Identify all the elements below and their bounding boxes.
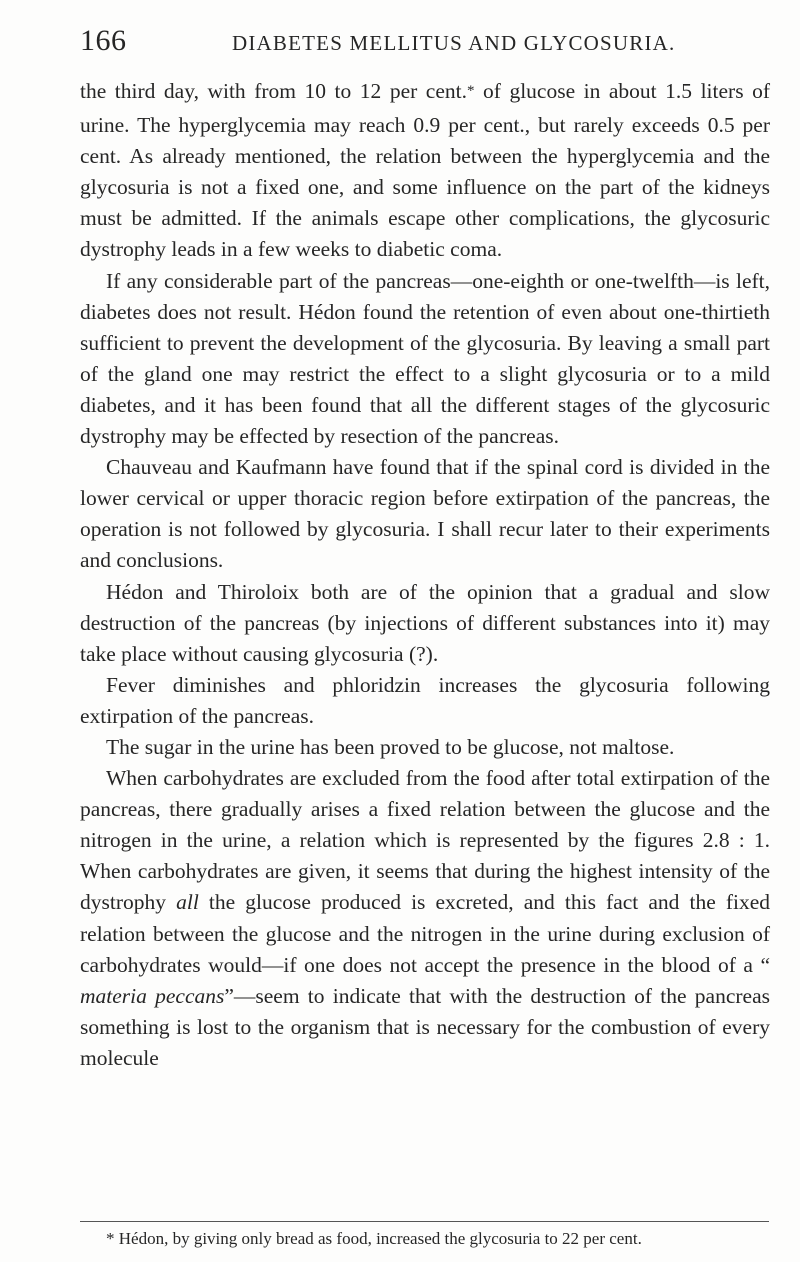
- paragraph-text: When carbohydrates are excluded from the food after total extirpation of the pancreas, there gradually arises a fixed relation between the glucose and the nitrogen in the urine, a relation which is represented by the figures 2.8 : 1. When carbohydrates are given, it seems that during the highest intensity of the dystrophy: [80, 766, 770, 915]
- footnote-divider: [80, 1221, 769, 1222]
- paragraph-text: the third day, with from 10 to 12 per cent.: [80, 79, 467, 103]
- footnote-marker: *: [106, 1229, 115, 1248]
- paragraph: Hédon and Thiroloix both are of the opinion that a gradual and slow destruction of the pancreas (by injections of different substances into it) may take place without causing glycosuria (?).: [80, 579, 770, 666]
- running-title: DIABETES MELLITUS AND GLYCOSURIA.: [232, 31, 676, 55]
- footnote: [80, 1228, 770, 1250]
- paragraph-continued: [80, 76, 770, 266]
- paragraph: If any considerable part of the pancreas—one-eighth or one-twelfth—is left, diabetes does not result. Hédon found the retention of even about one-thirtieth sufficient to prevent the development of the glycosuria. By leaving a small part of the gland one may restrict the effect to a slight glycosuria or to a mild diabetes, and it has been found that all the different stages of the glycosuric dystrophy may be effected by resection of the pancreas.: [80, 268, 770, 449]
- footnote-marker: *: [466, 83, 475, 99]
- running-head: [80, 24, 770, 58]
- paragraph: The sugar in the urine has been proved to be glucose, not maltose.: [106, 734, 675, 759]
- paragraph-text: ”—seem to indicate that with the destruction of the pancreas something is lost to the organism that is necessary for the combustion of every molecule: [80, 983, 770, 1070]
- footnote-text: Hédon, by giving only bread as food, increased the glycosuria to 22 per cent.: [114, 1229, 642, 1248]
- emphasis-text: all: [176, 890, 199, 915]
- page-number: 166: [80, 24, 127, 57]
- paragraph: [80, 763, 770, 1074]
- paragraph: Chauveau and Kaufmann have found that if the spinal cord is divided in the lower cervical or upper thoracic region before extirpation of the pancreas, the operation is not followed by glycosuria. I shall recur later to their experiments and conclusions.: [80, 455, 770, 573]
- paragraph-text: the glucose produced is excreted, and this fact and the fixed relation between the glucose and the nitrogen in the urine during exclusion of carbohydrates would—if one does not accept the presence in the blood of a “: [80, 890, 770, 977]
- paragraph-text: of glucose in about 1.5 liters of urine. The hyperglycemia may reach 0.9 per cent., but rarely exceeds 0.5 per cent. As already mentioned, the relation between the hyperglycemia and the glycosuria is not a fixed one, and some influence on the part of the kidneys must be admitted. If the animals escape other complications, the glycosuric dystrophy leads in a few weeks to diabetic coma.: [80, 79, 770, 262]
- latin-phrase: materia peccans: [80, 983, 225, 1008]
- body-text: [80, 76, 770, 1074]
- paragraph: Fever diminishes and phloridzin increases the glycosuria following extirpation of the pancreas.: [80, 672, 770, 728]
